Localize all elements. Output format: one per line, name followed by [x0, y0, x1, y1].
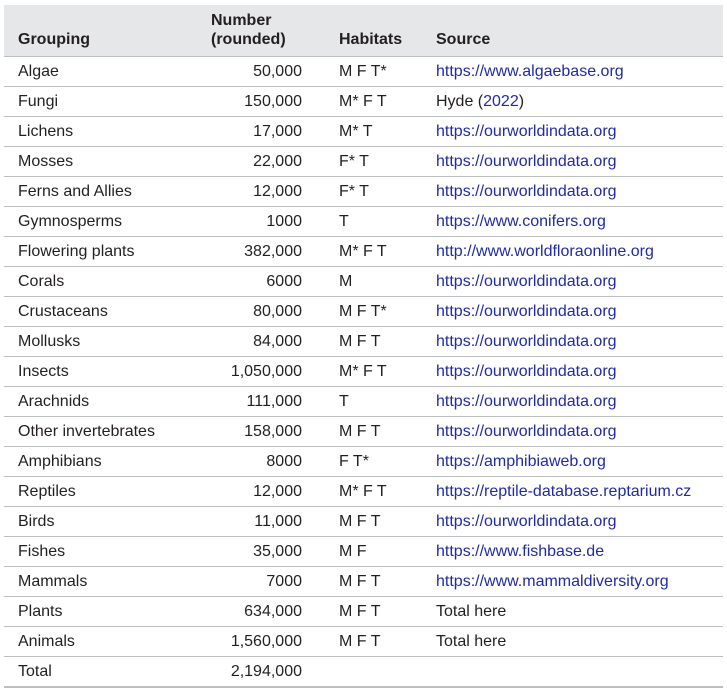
cell-grouping: Fungi [4, 87, 186, 117]
cell-habitats: M F [339, 537, 436, 567]
cell-grouping: Lichens [4, 117, 186, 147]
cell-source [436, 117, 723, 147]
source-suffix: ) [518, 92, 525, 110]
table-row [4, 477, 723, 507]
cell-source [436, 87, 723, 117]
table-row [4, 267, 723, 297]
cell-gap [302, 87, 339, 117]
cell-number: 1,050,000 [186, 357, 302, 387]
cell-source [436, 357, 723, 387]
cell-source [436, 507, 723, 537]
table-row [4, 177, 723, 207]
cell-number: 111,000 [186, 387, 302, 417]
cell-grouping: Mammals [4, 567, 186, 597]
cell-source [436, 237, 723, 267]
cell-grouping: Birds [4, 507, 186, 537]
cell-source [436, 297, 723, 327]
cell-gap [302, 237, 339, 267]
cell-source [436, 627, 723, 657]
cell-source [436, 447, 723, 477]
cell-grouping: Algae [4, 57, 186, 87]
cell-number: 50,000 [186, 57, 302, 87]
table-row [4, 117, 723, 147]
cell-gap [302, 447, 339, 477]
cell-source [436, 57, 723, 87]
cell-grouping: Mosses [4, 147, 186, 177]
cell-gap [302, 177, 339, 207]
source-link[interactable]: https://www.fishbase.de [436, 542, 605, 560]
cell-habitats: M* T [339, 117, 436, 147]
cell-number: 634,000 [186, 597, 302, 627]
cell-gap [302, 477, 339, 507]
table-row [4, 657, 723, 688]
cell-source [436, 387, 723, 417]
cell-grouping: Mollusks [4, 327, 186, 357]
cell-number: 158,000 [186, 417, 302, 447]
cell-source [436, 597, 723, 627]
cell-habitats: F* T [339, 147, 436, 177]
cell-habitats: M* F T [339, 87, 436, 117]
source-link[interactable]: https://ourworldindata.org [436, 272, 617, 290]
header-gap [302, 5, 339, 57]
header-number-line1: Number [211, 12, 272, 29]
table-row [4, 387, 723, 417]
cell-habitats: M [339, 267, 436, 297]
cell-grouping: Plants [4, 597, 186, 627]
cell-source [436, 207, 723, 237]
cell-number: 1000 [186, 207, 302, 237]
cell-gap [302, 627, 339, 657]
source-link[interactable]: https://www.mammaldiversity.org [436, 572, 669, 590]
cell-gap [302, 597, 339, 627]
cell-number: 80,000 [186, 297, 302, 327]
source-link[interactable]: https://ourworldindata.org [436, 392, 617, 410]
cell-number: 1,560,000 [186, 627, 302, 657]
cell-source [436, 417, 723, 447]
cell-habitats: M F T [339, 567, 436, 597]
cell-gap [302, 207, 339, 237]
species-count-table [4, 5, 723, 688]
source-prefix: Hyde ( [436, 92, 484, 110]
source-text: Total here [436, 632, 507, 650]
cell-grouping: Ferns and Allies [4, 177, 186, 207]
cell-habitats: M* F T [339, 237, 436, 267]
cell-habitats: F* T [339, 177, 436, 207]
cell-gap [302, 327, 339, 357]
cell-source [436, 537, 723, 567]
cell-gap [302, 57, 339, 87]
table-row [4, 207, 723, 237]
cell-gap [302, 507, 339, 537]
table-row [4, 417, 723, 447]
table-row [4, 627, 723, 657]
cell-grouping: Fishes [4, 537, 186, 567]
cell-source [436, 177, 723, 207]
cell-gap [302, 417, 339, 447]
cell-gap [302, 357, 339, 387]
table-row [4, 327, 723, 357]
table-body [4, 57, 723, 688]
cell-habitats: M F T [339, 627, 436, 657]
table-row [4, 297, 723, 327]
cell-grouping: Animals [4, 627, 186, 657]
table-row [4, 57, 723, 87]
cell-number: 11,000 [186, 507, 302, 537]
header-grouping: Grouping [4, 5, 186, 57]
header-source: Source [436, 5, 723, 57]
cell-habitats: M F T [339, 417, 436, 447]
cell-grouping: Corals [4, 267, 186, 297]
cell-source [436, 657, 723, 688]
source-link[interactable]: https://ourworldindata.org [436, 512, 617, 530]
table-row [4, 237, 723, 267]
source-link[interactable]: https://ourworldindata.org [436, 332, 617, 350]
cell-number: 382,000 [186, 237, 302, 267]
cell-habitats: M F T [339, 507, 436, 537]
cell-gap [302, 537, 339, 567]
cell-number: 35,000 [186, 537, 302, 567]
table-row [4, 147, 723, 177]
header-number-line2: (rounded) [211, 31, 286, 48]
table-row [4, 447, 723, 477]
cell-gap [302, 387, 339, 417]
cell-habitats: M F T* [339, 297, 436, 327]
cell-source [436, 477, 723, 507]
source-link[interactable]: https://ourworldindata.org [436, 422, 617, 440]
cell-grouping: Amphibians [4, 447, 186, 477]
species-table-container [4, 5, 723, 688]
source-link[interactable]: https://ourworldindata.org [436, 122, 617, 140]
source-link[interactable]: http://www.worldfloraonline.org [436, 242, 654, 260]
header-habitats: Habitats [339, 5, 436, 57]
cell-number: 8000 [186, 447, 302, 477]
table-row [4, 87, 723, 117]
cell-number: 12,000 [186, 477, 302, 507]
source-link[interactable]: https://ourworldindata.org [436, 182, 617, 200]
cell-gap [302, 267, 339, 297]
cell-habitats: F T* [339, 447, 436, 477]
cell-gap [302, 117, 339, 147]
cell-number: 12,000 [186, 177, 302, 207]
source-link[interactable]: https://reptile-database.reptarium.cz [436, 482, 692, 500]
cell-grouping: Gymnosperms [4, 207, 186, 237]
table-row [4, 357, 723, 387]
table-row [4, 597, 723, 627]
source-link[interactable]: https://www.conifers.org [436, 212, 606, 230]
table-row [4, 507, 723, 537]
cell-habitats: M* F T [339, 477, 436, 507]
cell-number: 7000 [186, 567, 302, 597]
cell-number: 150,000 [186, 87, 302, 117]
cell-habitats: T [339, 387, 436, 417]
cell-grouping: Other invertebrates [4, 417, 186, 447]
source-link[interactable]: 2022 [483, 92, 519, 110]
cell-number: 2,194,000 [186, 657, 302, 688]
cell-habitats: M* F T [339, 357, 436, 387]
cell-habitats: T [339, 207, 436, 237]
cell-source [436, 327, 723, 357]
cell-grouping: Insects [4, 357, 186, 387]
cell-source [436, 567, 723, 597]
cell-gap [302, 297, 339, 327]
table-row [4, 537, 723, 567]
source-link[interactable]: https://ourworldindata.org [436, 152, 617, 170]
cell-source [436, 147, 723, 177]
table-header-row [4, 5, 723, 57]
cell-gap [302, 657, 339, 688]
cell-habitats [339, 657, 436, 688]
cell-grouping: Crustaceans [4, 297, 186, 327]
cell-grouping: Reptiles [4, 477, 186, 507]
cell-source [436, 267, 723, 297]
cell-gap [302, 567, 339, 597]
cell-number: 84,000 [186, 327, 302, 357]
header-number [186, 5, 302, 57]
source-link[interactable]: https://www.algaebase.org [436, 62, 624, 80]
cell-grouping: Arachnids [4, 387, 186, 417]
source-link[interactable]: https://ourworldindata.org [436, 362, 617, 380]
cell-habitats: M F T* [339, 57, 436, 87]
cell-habitats: M F T [339, 327, 436, 357]
source-link[interactable]: https://ourworldindata.org [436, 302, 617, 320]
cell-habitats: M F T [339, 597, 436, 627]
cell-grouping: Flowering plants [4, 237, 186, 267]
cell-gap [302, 147, 339, 177]
cell-number: 22,000 [186, 147, 302, 177]
cell-number: 6000 [186, 267, 302, 297]
source-text: Total here [436, 602, 507, 620]
table-row [4, 567, 723, 597]
cell-grouping: Total [4, 657, 186, 688]
source-link[interactable]: https://amphibiaweb.org [436, 452, 606, 470]
cell-number: 17,000 [186, 117, 302, 147]
